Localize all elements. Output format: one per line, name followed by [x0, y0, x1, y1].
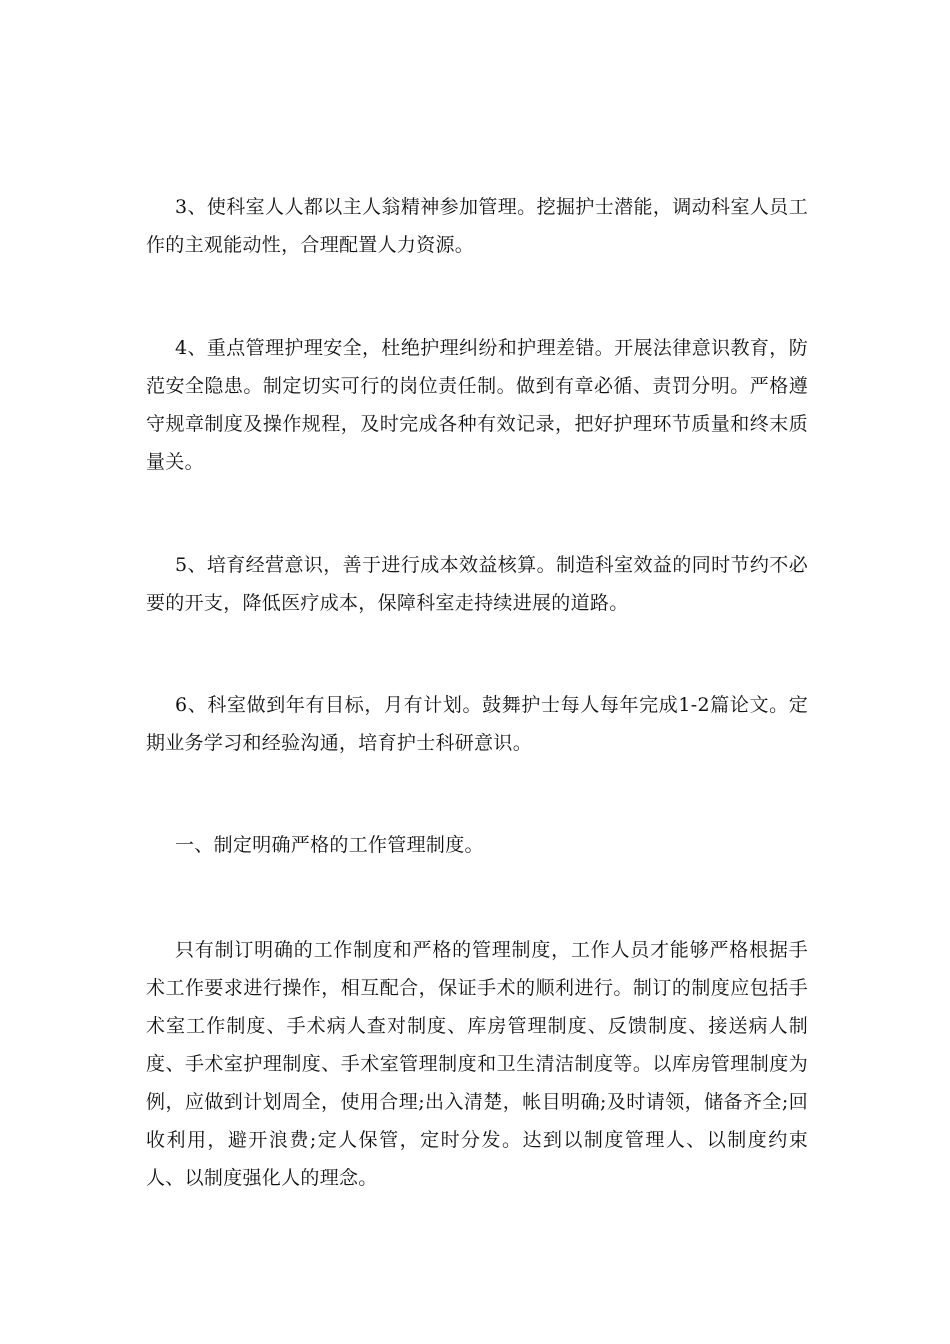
paragraph-item-6: 6、科室做到年有目标，月有计划。鼓舞护士每人每年完成1-2篇论文。定期业务学习和经验沟通，培育护士科研意识。 — [146, 694, 808, 754]
section-body-paragraph: 只有制订明确的工作制度和严格的管理制度，工作人员才能够严格根据手术工作要求进行操作，相互配合，保证手术的顺利进行。制订的制度应包括手术室工作制度、手术病人查对制度、库房管理制度、反馈制度、接送病人制度、手术室护理制度、手术室管理制度和卫生清洁制度等。以库房管理制度为例，应做到计划周全，使用合理;出入清楚，帐目明确;及时请领，储备齐全;回收利用，避开浪费;定人保管，定时分发。达到以制度管理人、以制度约束人、以制度强化人的理念。 — [146, 939, 808, 1189]
section-heading: 一、制定明确严格的工作管理制度。 — [175, 834, 484, 856]
paragraph-item-3: 3、使科室人人都以主人翁精神参加管理。挖掘护士潜能，调动科室人员工作的主观能动性，合理配置人力资源。 — [146, 196, 808, 256]
paragraph-item-4: 4、重点管理护理安全，杜绝护理纠纷和护理差错。开展法律意识教育，防范安全隐患。制定切实可行的岗位责任制。做到有章必循、责罚分明。严格遵守规章制度及操作规程，及时完成各种有效记录，把好护理环节质量和终末质量关。 — [146, 337, 808, 473]
paragraph-item-5: 5、培育经营意识，善于进行成本效益核算。制造科室效益的同时节约不必要的开支，降低医疗成本，保障科室走持续进展的道路。 — [146, 554, 808, 614]
